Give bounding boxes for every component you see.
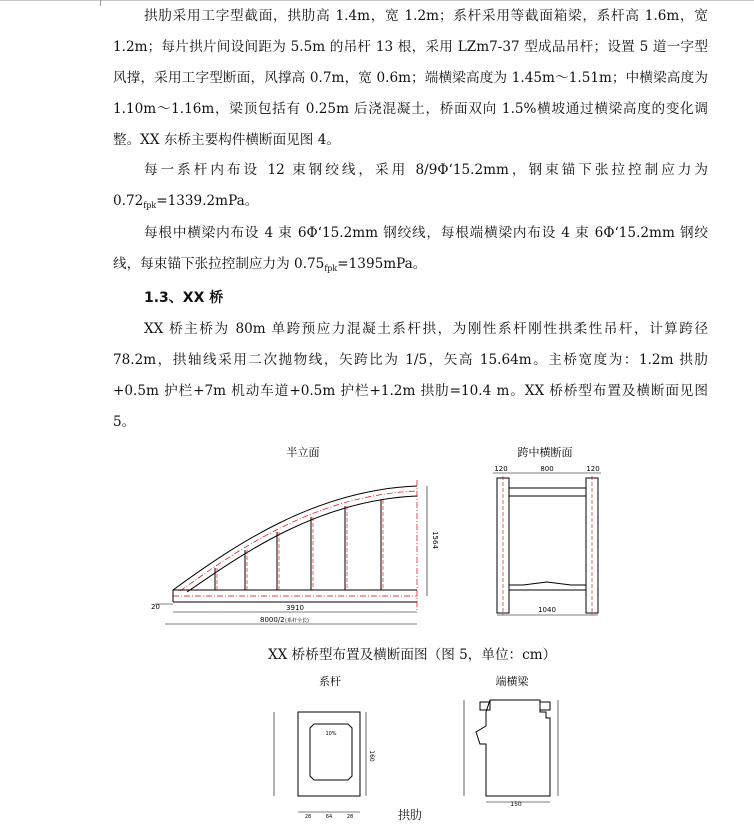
paragraph-tie-tendons <box>113 155 708 221</box>
end-beam-corbel-right <box>540 700 550 710</box>
elevation-title: 半立面 <box>286 446 320 459</box>
midspan-section-drawing <box>483 440 613 620</box>
end-dimension-label: 20 <box>151 603 160 611</box>
dim-top-mid: 800 <box>540 465 554 473</box>
tie-dim-a: 28 <box>304 814 312 820</box>
text-run: =1395mPa。 <box>337 256 427 272</box>
half-elevation-drawing <box>145 440 445 635</box>
tie-height-label: 160 <box>368 750 375 762</box>
margin-corner-mark <box>100 0 101 6</box>
dim-top-left: 120 <box>494 465 508 473</box>
dim-bottom: 1040 <box>538 606 556 614</box>
total-dimension-label: 8000/2 <box>260 616 285 624</box>
span-dimension-label: 3910 <box>286 604 304 612</box>
dim-top-right: 120 <box>586 465 600 473</box>
deck-line <box>509 582 586 585</box>
arch-rib-outer <box>173 486 417 590</box>
tie-dim-c: 28 <box>346 814 354 820</box>
height-dimension-label: 1564 <box>431 531 439 549</box>
text-run: 每根中横梁内布设 4 束 6Φ‘15.2mm 钢绞线，每根端横梁内布设 4 束 6Φ‘15.2mm 钢绞线，每束锚下张拉控制应力为 0.75 <box>113 225 708 272</box>
end-beam-section-drawing <box>450 672 565 808</box>
tie-title: 系杆 <box>319 675 341 688</box>
subscript-fpk: fpk <box>143 201 157 210</box>
paragraph-beam-tendons <box>113 218 708 284</box>
figure5-caption: XX 桥桥型布置及横断面图（图 5，单位：cm） <box>268 647 557 663</box>
tie-dim-b: 64 <box>325 814 333 820</box>
end-beam-title: 端横梁 <box>495 675 529 688</box>
paragraph-structure: 拱肋采用工字型截面，拱肋高 1.4m，宽 1.2m；系杆采用等截面箱梁，系杆高 1.6m，宽 1.2m；每片拱片间设间距为 5.5m 的吊杆 13 根，采用 LZm7-37 型成品吊杆；设置 5 道一字型风撑，采用工字型断面，风撑高 0.7m，宽 0.6m；端横梁高度为 1.45m～1.51m；中横梁高度为 1.10m～1.16m，梁顶包括有 0.25m 后浇混凝土，桥面双向 1.5%横坡通过横梁高度的变化调整。XX 东桥主要构件横断面见图 4。 <box>113 8 708 148</box>
total-dimension-note: (系杆全长) <box>285 618 309 624</box>
rib-title: 拱肋 <box>398 808 423 822</box>
section-title: 跨中横断面 <box>517 446 573 459</box>
tie-beam-section-drawing <box>268 672 373 824</box>
arch-rib-inner <box>187 496 417 592</box>
section-heading: 1.3、XX 桥 <box>144 290 224 306</box>
end-beam-outline <box>476 700 550 796</box>
subscript-fpk: fpk <box>324 264 338 273</box>
tie-inner-label: 10% <box>325 731 337 737</box>
text-run: 每一系杆内布设 12 束钢绞线，采用 8/9Φ‘15.2mm，钢束锚下张拉控制应力为 0.72 <box>113 162 708 209</box>
paragraph-xx-bridge: XX 桥主桥为 80m 单跨预应力混凝土系杆拱，为刚性系杆刚性拱柔性吊杆，计算跨径 78.2m，拱轴线采用二次抛物线，矢跨比为 1/5，矢高 15.64m。主桥宽度为：1.2m 拱肋 +0.5m 护栏+7m 机动车道+0.5m 护栏+1.2m 拱肋=10.4 m。XX 桥桥型布置及横断面见图 5。 <box>113 321 708 430</box>
text-run: =1339.2mPa。 <box>156 193 259 209</box>
tie-outer <box>298 712 360 796</box>
end-beam-bottom-label: 150 <box>510 801 522 808</box>
